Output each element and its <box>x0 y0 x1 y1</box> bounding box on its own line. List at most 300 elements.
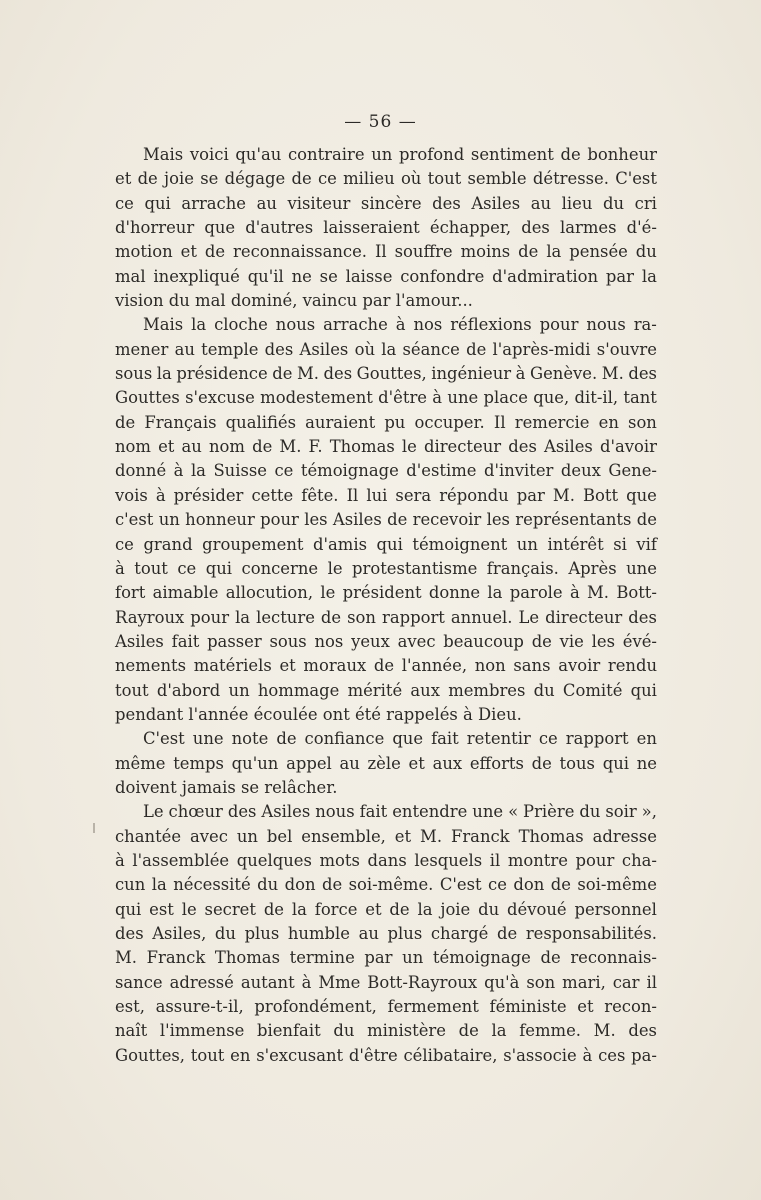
word: pour <box>260 510 299 530</box>
word: évé- <box>622 631 657 651</box>
word: de <box>204 242 226 262</box>
word: c'est <box>115 510 154 530</box>
word: reconnais- <box>570 948 657 968</box>
word: mener <box>115 339 169 359</box>
text-line <box>115 338 657 362</box>
word: motion <box>115 242 173 262</box>
word: d'é- <box>626 218 657 238</box>
word: de <box>389 899 410 919</box>
word: fort <box>115 583 146 603</box>
word: qu'au <box>235 145 282 164</box>
word: termine <box>289 948 355 968</box>
text-line <box>115 995 657 1019</box>
word: moins <box>460 242 511 262</box>
word: de <box>518 242 539 262</box>
word: par <box>605 266 635 286</box>
word: au <box>174 339 195 359</box>
word: vif <box>636 534 657 554</box>
word: qu'un <box>231 753 279 773</box>
word: en <box>636 729 657 749</box>
word: nous <box>315 802 355 822</box>
word: s'excusant <box>256 1045 344 1065</box>
text-line <box>115 1019 657 1043</box>
word: la <box>151 875 167 895</box>
word: chœur <box>168 802 223 822</box>
text-line <box>115 727 657 751</box>
word: des <box>521 218 550 238</box>
word: des <box>227 802 257 822</box>
word: ensemble, <box>301 826 386 846</box>
text-line <box>115 873 657 897</box>
text-line <box>115 411 657 435</box>
word: de <box>531 631 552 651</box>
word: Asiles <box>543 437 593 457</box>
word: directeur <box>545 607 623 627</box>
word: dégage <box>224 169 286 189</box>
word: beaucoup <box>443 631 524 651</box>
word: aimable <box>152 583 219 603</box>
word: de <box>373 656 395 676</box>
word: Asiles <box>471 193 521 213</box>
word: de <box>272 364 293 384</box>
word: mal <box>115 266 146 286</box>
word: de <box>458 1021 479 1041</box>
word: auraient <box>305 412 376 432</box>
word: se <box>319 266 338 286</box>
word: s'ouvre <box>596 339 657 359</box>
word: du <box>579 802 601 822</box>
word: du <box>533 680 555 700</box>
word: montre <box>507 850 568 870</box>
word: une <box>447 388 479 408</box>
text-line <box>115 800 657 824</box>
word: visiteur <box>287 193 351 213</box>
word: dit-il, <box>574 388 619 408</box>
word: la <box>487 583 503 603</box>
word: la <box>641 266 657 286</box>
text-line <box>115 240 657 264</box>
word: qui <box>630 680 657 700</box>
word: voici <box>189 145 229 164</box>
word: de <box>276 729 297 749</box>
word: ce <box>274 461 294 481</box>
word: que <box>626 485 657 505</box>
word: célibataire, <box>403 1045 498 1065</box>
word: en <box>230 1045 251 1065</box>
word: femme. <box>519 1021 581 1041</box>
word: confondre <box>400 266 485 286</box>
word: de <box>550 875 571 895</box>
word: plus <box>387 924 423 943</box>
word: qu'il <box>247 266 284 286</box>
word: Franck <box>146 948 206 968</box>
word: à <box>155 485 166 505</box>
word: par <box>364 948 393 968</box>
word: arrache <box>181 193 246 213</box>
word: Gouttes, <box>115 1045 186 1065</box>
word: les <box>486 510 510 530</box>
word: un <box>516 534 538 554</box>
word: souffre <box>394 242 453 262</box>
word: Comité <box>562 680 623 700</box>
word: F. <box>308 437 323 457</box>
word: Asiles <box>115 631 164 651</box>
word: yeux <box>351 631 390 651</box>
word: l'après-midi <box>492 339 591 359</box>
word: s'excuse <box>185 388 255 408</box>
word: à <box>569 583 580 603</box>
word: ce <box>115 534 134 554</box>
text-line <box>115 459 657 483</box>
word: naît <box>115 1021 148 1041</box>
word: plus <box>244 924 280 943</box>
word: Mais <box>143 315 184 335</box>
word: secret <box>204 899 256 919</box>
word: dévoué <box>507 899 567 919</box>
word: ne <box>636 753 657 773</box>
word: rendu <box>607 656 657 676</box>
word: d'abord <box>156 680 221 700</box>
word: en <box>598 412 619 432</box>
word: Bott- <box>616 583 657 603</box>
word: annuel. <box>450 607 513 627</box>
word: cri <box>634 193 657 213</box>
word: remercie <box>514 412 590 432</box>
word: le <box>181 899 197 919</box>
word: don <box>513 875 545 895</box>
word: le <box>320 583 336 603</box>
word: une <box>626 558 657 578</box>
text-line <box>115 581 657 605</box>
word: responsabilités. <box>525 924 657 943</box>
word: de <box>252 437 273 457</box>
word: deux <box>560 461 601 481</box>
word: Suisse <box>213 461 267 481</box>
text-line <box>115 143 657 167</box>
word: ce <box>538 729 558 749</box>
word: la <box>381 339 397 359</box>
word: M. <box>296 364 319 384</box>
word: fait <box>431 729 459 749</box>
word: à <box>432 388 443 408</box>
word: nous <box>275 315 316 335</box>
word: tout <box>427 169 462 189</box>
word: Asiles <box>299 339 349 359</box>
word: Mais <box>143 145 184 164</box>
word: pour <box>575 850 615 870</box>
word: Prière <box>523 802 575 822</box>
word: et <box>577 997 594 1017</box>
word: ce <box>115 193 134 213</box>
word: ces <box>598 1045 626 1065</box>
word: bonheur <box>587 145 657 164</box>
word: contraire <box>287 145 365 164</box>
word: pu <box>384 412 406 432</box>
word: la <box>417 899 433 919</box>
text-line <box>115 216 657 240</box>
word: à <box>115 558 125 578</box>
word: pa- <box>631 1045 657 1065</box>
word: et <box>158 437 175 457</box>
word: tout <box>115 680 149 700</box>
word: Asiles <box>332 510 382 530</box>
word: mots <box>319 850 360 870</box>
word: d'être <box>378 388 427 408</box>
word: d'amis <box>313 534 367 554</box>
word: que <box>204 218 236 238</box>
word: séance <box>402 339 460 359</box>
word: il <box>646 972 657 992</box>
word: Il <box>374 242 387 262</box>
word: de <box>636 510 657 530</box>
word: des <box>323 364 353 384</box>
word: matériels <box>193 656 272 676</box>
word: et <box>180 242 197 262</box>
text-line <box>115 484 657 508</box>
word: qui <box>115 899 142 919</box>
word: tout <box>190 1045 225 1065</box>
word: détresse. <box>532 169 609 189</box>
word: Bott-Rayroux <box>367 972 478 992</box>
word: du <box>635 242 657 262</box>
word: nom <box>208 437 245 457</box>
word: témoignage <box>432 948 531 968</box>
word: son <box>628 412 657 432</box>
word: d'admiration <box>492 266 599 286</box>
word: ce <box>488 875 507 895</box>
word: d'estime <box>406 461 477 481</box>
word: M. <box>552 485 575 505</box>
word: Français <box>144 412 217 432</box>
word: pensée <box>569 242 628 262</box>
word: sance <box>115 972 163 992</box>
word: sous <box>269 631 307 651</box>
word: un <box>228 680 250 700</box>
word: à <box>115 850 125 870</box>
word: un <box>371 145 393 164</box>
word: réflexions <box>450 315 532 335</box>
word: sera <box>395 485 432 505</box>
word: M. <box>115 948 137 968</box>
word: et <box>408 753 425 773</box>
word: sentiment <box>470 145 554 164</box>
word: joie <box>440 899 471 919</box>
word: les <box>304 510 328 530</box>
word: président <box>342 583 422 603</box>
word: avec <box>397 631 436 651</box>
word: mari, <box>562 972 606 992</box>
word: reconnaissance. <box>233 242 367 262</box>
word: sans <box>513 656 551 676</box>
text-line <box>115 654 657 678</box>
word: et <box>279 656 296 676</box>
word: répondu <box>439 485 509 505</box>
word: un <box>236 826 258 846</box>
word: grand <box>143 534 193 554</box>
word: non <box>474 656 506 676</box>
word: témoignent <box>412 534 508 554</box>
word: de <box>560 145 581 164</box>
word: le <box>401 437 417 457</box>
text-line <box>115 435 657 459</box>
text-line <box>115 1044 657 1068</box>
word: que <box>392 729 424 749</box>
word: des <box>628 1021 657 1041</box>
word: d'horreur <box>115 218 195 238</box>
word: son <box>347 607 376 627</box>
word: Genève. <box>530 364 598 384</box>
word: une <box>472 802 504 822</box>
word: un <box>402 948 424 968</box>
text-line <box>115 362 657 386</box>
word: chargé <box>430 924 489 943</box>
word: soi-même. <box>348 875 434 895</box>
word: M. <box>601 364 624 384</box>
word: entendre <box>392 802 468 822</box>
word: M. <box>593 1021 616 1041</box>
word: se <box>200 169 219 189</box>
word: des <box>628 607 657 627</box>
word: Thomas <box>329 437 395 457</box>
word: qu'à <box>484 972 520 992</box>
word: la <box>291 899 307 919</box>
word: Rayroux <box>115 607 185 627</box>
text-line <box>115 508 657 532</box>
word: adressé <box>169 972 234 992</box>
word: quelques <box>236 850 312 870</box>
word: temps <box>173 753 224 773</box>
word: Gouttes, <box>356 364 427 384</box>
word: nements <box>115 656 187 676</box>
word: des <box>628 364 657 384</box>
word: confiance <box>304 729 385 749</box>
word: don <box>284 875 316 895</box>
word: honneur <box>185 510 255 530</box>
word: laisseraient <box>323 218 420 238</box>
word: du <box>257 875 279 895</box>
word: moraux <box>303 656 367 676</box>
word: sous <box>115 364 153 384</box>
word: du <box>214 924 236 943</box>
word: Asiles <box>261 802 311 822</box>
word: ingénieur <box>431 364 512 384</box>
word: où <box>354 339 376 359</box>
word: Thomas <box>214 948 280 968</box>
word: une <box>192 729 224 749</box>
word: zèle <box>367 753 401 773</box>
word: de <box>497 924 518 943</box>
word: la <box>491 1021 507 1041</box>
text-line <box>115 192 657 216</box>
text-line <box>115 606 657 630</box>
word: à <box>515 364 526 384</box>
word: occuper. <box>414 412 485 432</box>
word: Thomas <box>518 826 584 846</box>
text-line <box>115 265 657 289</box>
word: des <box>115 924 144 943</box>
word: allocution, <box>225 583 314 603</box>
word: avec <box>190 826 228 846</box>
word: arrache <box>323 315 388 335</box>
word: des <box>508 437 537 457</box>
word: d'être <box>348 1045 398 1065</box>
word: rapport <box>565 729 629 749</box>
word: passer <box>207 631 262 651</box>
word: et <box>365 899 382 919</box>
word: Gouttes <box>115 388 180 408</box>
word: est, <box>115 997 145 1017</box>
word: qui <box>205 558 233 578</box>
word: Le <box>518 607 540 627</box>
word: à <box>582 1045 593 1065</box>
word: les <box>591 631 615 651</box>
word: de <box>387 510 408 530</box>
word: du <box>478 899 500 919</box>
word: de <box>321 875 343 895</box>
text-line <box>115 898 657 922</box>
word: Le <box>143 802 164 822</box>
word: C'est <box>615 169 657 189</box>
word: assure-t-il, <box>155 997 244 1017</box>
word: parole <box>509 583 563 603</box>
word: temple <box>201 339 259 359</box>
word: note <box>231 729 269 749</box>
word: qui <box>144 193 171 213</box>
word: témoignage <box>300 461 399 481</box>
page-number: — 56 — <box>344 112 417 132</box>
word: concerne <box>241 558 319 578</box>
word: la <box>191 315 207 335</box>
word: s'associe <box>503 1045 577 1065</box>
word: nos <box>314 631 344 651</box>
word: donne <box>428 583 481 603</box>
word: de <box>540 948 561 968</box>
text-line-content: doivent jamais se relâcher. <box>115 777 338 797</box>
word: M. <box>279 437 302 457</box>
text-line <box>115 946 657 970</box>
text-line <box>115 533 657 557</box>
word: de <box>320 607 342 627</box>
word: protestantisme <box>352 558 478 578</box>
word: tous <box>559 753 595 773</box>
word: tout <box>134 558 168 578</box>
word: bienfait <box>257 1021 321 1041</box>
word: Après <box>568 558 617 578</box>
word: profondément, <box>254 997 377 1017</box>
word: fait <box>171 631 200 651</box>
word: d'inviter <box>483 461 554 481</box>
word: pour <box>190 607 230 627</box>
word: M. <box>587 583 610 603</box>
word: ne <box>291 266 312 286</box>
word: cette <box>251 485 294 505</box>
word: l'immense <box>159 1021 245 1041</box>
word: son <box>526 972 556 992</box>
word: à <box>173 461 184 481</box>
word: de <box>291 169 312 189</box>
text-line-content: vision du mal dominé, vaincu par l'amour... <box>115 291 473 311</box>
word: français. <box>486 558 559 578</box>
text-line <box>115 386 657 410</box>
text-line <box>115 703 657 727</box>
word: à <box>301 972 312 992</box>
word: Asiles, <box>152 924 207 943</box>
text-line <box>115 557 657 581</box>
word: personnel <box>574 899 657 919</box>
word: si <box>613 534 627 554</box>
word: intérêt <box>547 534 604 554</box>
word: le <box>327 558 343 578</box>
